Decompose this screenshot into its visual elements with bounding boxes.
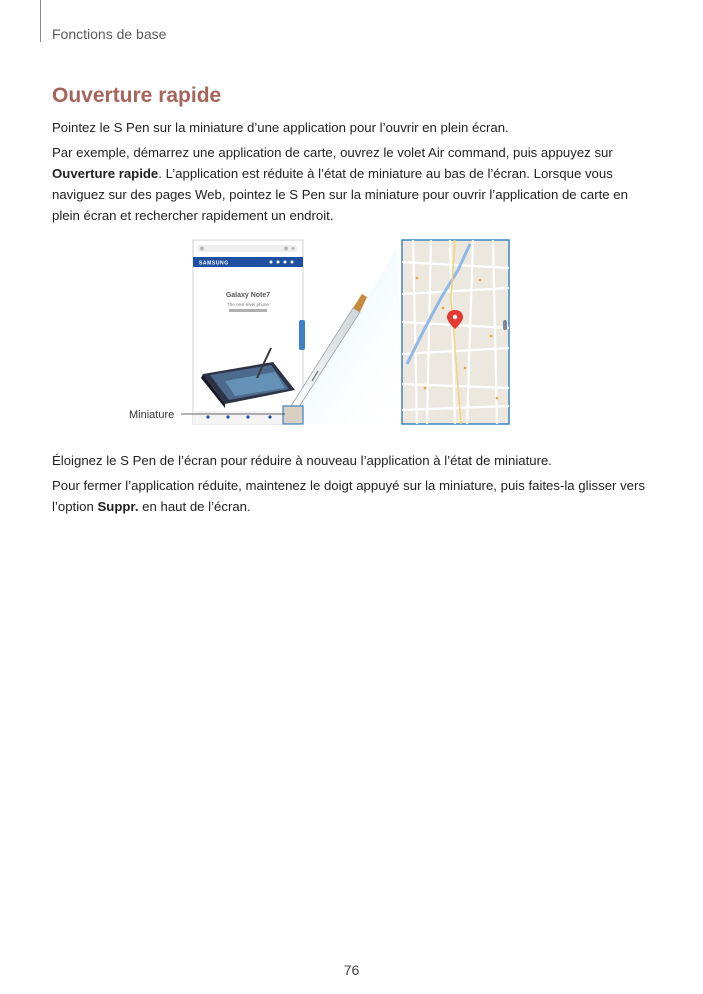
callout-label-miniature: Miniature (129, 409, 175, 421)
site-cart-icon (284, 261, 287, 264)
site-menu-icon (291, 261, 294, 264)
phone-screen (193, 240, 303, 424)
paragraph-4-text-a: Pour fermer l’application réduite, maintenez le doigt appuyé sur la miniature, puis faites-la glisser vers l’option (52, 478, 645, 514)
nav-home-icon (246, 415, 249, 418)
illustration-graphic (125, 238, 515, 428)
edge-panel-handle (299, 320, 305, 350)
paragraph-2-text-a: Par exemple, démarrez une application de carte, ouvrez le volet Air command, puis appuyez sur (52, 145, 613, 160)
paragraph-3: Éloignez le S Pen de l’écran pour réduire à nouveau l’application à l’état de miniature. (52, 453, 552, 468)
paragraph-4-bold-term: Suppr. (97, 499, 139, 514)
browser-home-icon (200, 247, 204, 251)
section-divider (40, 0, 41, 42)
phone-subheadline: The next-level phone (226, 302, 270, 307)
paragraph-2-text-b: . L’application est réduite à l’état de miniature au bas de l’écran. Lorsque vous naviguez sur des pages Web, pointez le S Pen sur la miniature pour ouvrir l’application de carte en plein écran et rechercher rapidement un endroit. (52, 166, 628, 223)
nav-forward-icon (226, 415, 229, 418)
paragraph-2-bold-term: Ouverture rapide (52, 166, 159, 181)
map-thumbnail (283, 406, 303, 424)
paragraph-1: Pointez le S Pen sur la miniature d’une application pour l’ouvrir en plein écran. (52, 120, 509, 135)
paragraph-2 (52, 142, 652, 226)
browser-menu-icon (292, 247, 295, 250)
quick-open-illustration (125, 238, 515, 428)
map-screen (402, 240, 509, 424)
page-number: 76 (343, 962, 360, 978)
site-brand: SAMSUNG (199, 260, 229, 267)
site-user-icon (277, 261, 280, 264)
site-search-icon (270, 261, 273, 264)
section-label: Fonctions de base (52, 26, 167, 42)
hover-glow (291, 248, 403, 424)
phone-headline: Galaxy Note7 (225, 292, 271, 299)
paragraph-4 (52, 475, 652, 517)
section-heading: Ouverture rapide (52, 84, 222, 107)
browser-tabs-icon (284, 247, 288, 251)
nav-back-icon (206, 415, 209, 418)
map-side-handle (503, 320, 507, 330)
paragraph-4-text-b: en haut de l’écran. (138, 499, 251, 514)
nav-bookmarks-icon (268, 415, 271, 418)
